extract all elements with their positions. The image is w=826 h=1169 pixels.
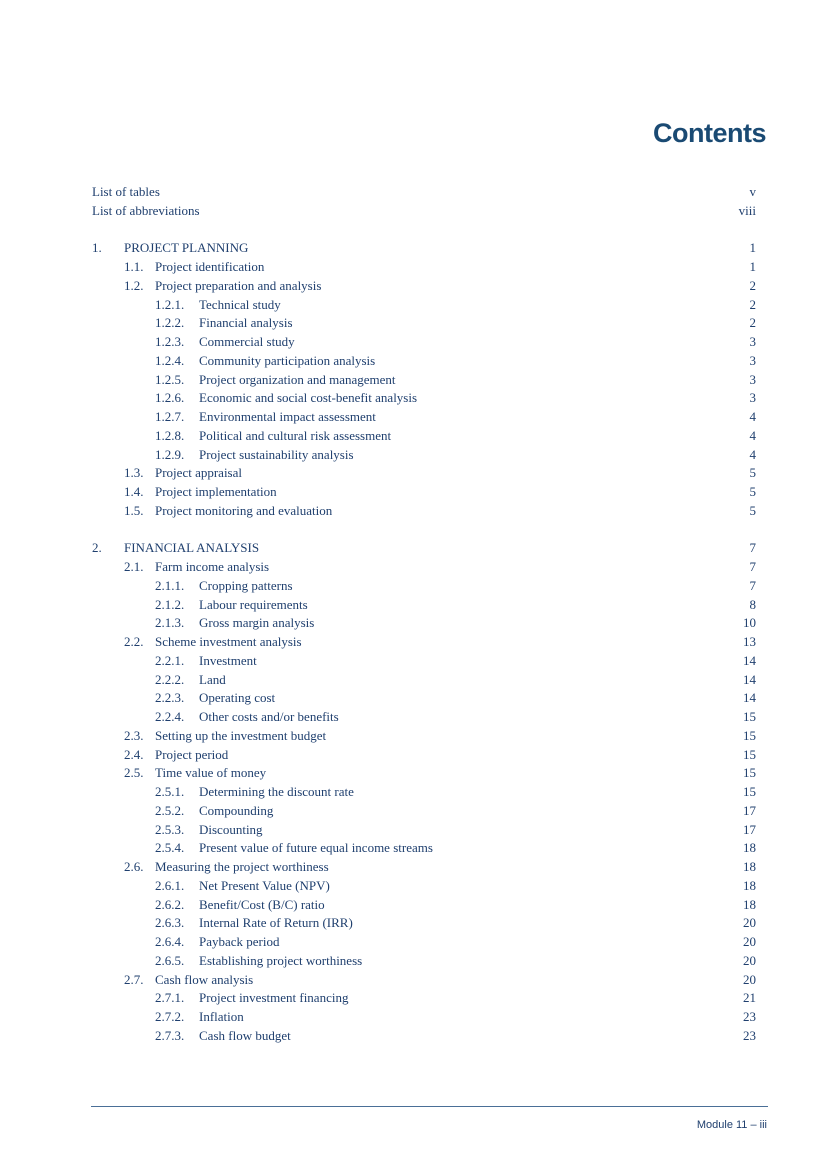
table-of-contents [92, 183, 756, 1046]
toc-entry[interactable] [92, 614, 756, 633]
toc-entry[interactable] [92, 371, 756, 390]
toc-entry[interactable] [92, 933, 756, 952]
toc-entry[interactable] [92, 427, 756, 446]
toc-entry[interactable] [92, 239, 756, 258]
toc-entry-number: 2.7.3. [155, 1027, 185, 1043]
toc-entry[interactable] [92, 821, 756, 840]
toc-entry-label: Internal Rate of Return (IRR) [199, 915, 353, 931]
toc-entry-label: Project organization and management [199, 371, 396, 387]
toc-entry-label: Financial analysis [199, 315, 293, 331]
toc-entry-label: Cash flow analysis [155, 971, 254, 987]
toc-entry[interactable] [92, 802, 756, 821]
toc-entry[interactable] [92, 727, 756, 746]
toc-entry-page-number: 17 [743, 802, 756, 818]
toc-entry[interactable] [92, 596, 756, 615]
toc-entry-page-number: 20 [743, 915, 756, 931]
toc-entry-page-number: 3 [749, 371, 756, 387]
toc-entry[interactable] [92, 258, 756, 277]
toc-entry-page-number: 21 [743, 990, 756, 1006]
toc-entry-number: 2.3. [124, 727, 144, 743]
toc-entry-page-number: 20 [743, 952, 756, 968]
toc-entry[interactable] [92, 839, 756, 858]
toc-entry-number: 1.2.2. [155, 315, 185, 331]
toc-entry-number: 1.2.9. [155, 446, 185, 462]
toc-entry-number: 1.2.1. [155, 296, 185, 312]
toc-entry-number: 2.2.4. [155, 709, 185, 724]
toc-entry-page-number: 10 [743, 615, 756, 631]
toc-entry-number: 1.2.6. [155, 390, 185, 406]
toc-entry-page-number: 14 [743, 652, 756, 668]
toc-entry[interactable] [92, 502, 756, 521]
toc-entry-number: 2.1.2. [155, 596, 185, 612]
toc-entry-label: Operating cost [199, 690, 276, 706]
toc-entry-number: 2.2.1. [155, 652, 185, 668]
toc-entry-page-number: 15 [743, 784, 756, 799]
toc-entry[interactable] [92, 558, 756, 577]
toc-entry-page-number: 7 [749, 559, 756, 574]
toc-entry-label: Net Present Value (NPV) [199, 877, 330, 893]
toc-entry-page-number: 18 [743, 877, 756, 893]
toc-entry-label: Project preparation and analysis [155, 277, 322, 293]
toc-entry-number: 1. [92, 240, 102, 256]
toc-entry-number: 2. [92, 540, 102, 556]
toc-entry-label: Discounting [199, 821, 263, 837]
toc-entry-label: Economic and social cost-benefit analysis [199, 390, 418, 406]
toc-entry-number: 2.6.5. [155, 952, 185, 968]
toc-entry-label: Time value of money [155, 765, 267, 781]
toc-entry-label: Technical study [199, 296, 281, 312]
toc-entry-page-number: 23 [743, 1027, 756, 1043]
toc-entry-label: Commercial study [199, 334, 295, 349]
toc-entry-page-number: 18 [743, 896, 756, 912]
toc-entry[interactable] [92, 1008, 756, 1027]
toc-entry-page-number: 5 [749, 484, 756, 499]
toc-entry-label: Setting up the investment budget [155, 727, 327, 743]
toc-entry-label: Establishing project worthiness [199, 952, 363, 968]
toc-entry-number: 1.4. [124, 484, 144, 499]
toc-entry-number: 2.5.1. [155, 784, 185, 799]
toc-entry-number: 2.5. [124, 765, 144, 781]
toc-entry-label: Project sustainability analysis [199, 446, 354, 462]
toc-entry-number: 2.1.3. [155, 615, 185, 631]
toc-entry-page-number: 4 [749, 446, 756, 462]
toc-entry-page-number: 15 [743, 709, 756, 724]
toc-entry-page-number: 2 [749, 277, 756, 293]
toc-entry-label: Community participation analysis [199, 352, 376, 368]
toc-entry-page-number: 17 [743, 821, 756, 837]
toc-entry-number: 1.1. [124, 259, 144, 274]
toc-entry[interactable] [92, 183, 756, 202]
toc-entry-label: Project identification [155, 259, 265, 274]
footer-divider [91, 1106, 768, 1107]
toc-entry-label: Labour requirements [199, 596, 308, 612]
toc-entry-label: Political and cultural risk assessment [199, 427, 392, 443]
toc-entry-number: 2.5.3. [155, 821, 185, 837]
toc-entry-number: 1.5. [124, 502, 144, 518]
toc-entry-number: 1.2.4. [155, 352, 185, 368]
toc-entry-label: Farm income analysis [155, 559, 270, 574]
toc-entry-number: 2.4. [124, 746, 144, 762]
toc-entry-number: 1.2.5. [155, 371, 185, 387]
toc-entry-page-number: 18 [743, 840, 756, 856]
toc-entry-page-number: 13 [743, 634, 756, 649]
footer-page-label: Module 11 – iii [696, 1119, 767, 1131]
toc-entry[interactable] [92, 989, 756, 1008]
toc-entry[interactable] [92, 577, 756, 596]
toc-entry-label: Determining the discount rate [199, 784, 354, 799]
toc-entry[interactable] [92, 389, 756, 408]
toc-entry-number: 2.7.2. [155, 1009, 185, 1024]
toc-entry-label: Compounding [199, 802, 274, 818]
toc-entry[interactable] [92, 464, 756, 483]
toc-entry[interactable] [92, 446, 756, 465]
toc-entry-label: Measuring the project worthiness [155, 859, 329, 874]
toc-entry-page-number: 20 [743, 934, 756, 949]
toc-entry[interactable] [92, 971, 756, 990]
toc-entry-page-number: 15 [743, 727, 756, 743]
toc-entry-label: Project monitoring and evaluation [155, 502, 333, 518]
toc-entry-page-number: 2 [749, 315, 756, 331]
toc-entry-number: 1.2.7. [155, 409, 185, 424]
toc-entry[interactable] [92, 652, 756, 671]
toc-entry-label: Present value of future equal income streams [199, 840, 433, 856]
toc-entry[interactable] [92, 314, 756, 333]
toc-entry[interactable] [92, 333, 756, 352]
toc-entry-number: 2.6.2. [155, 896, 185, 912]
toc-entry-label: Other costs and/or benefits [199, 709, 339, 724]
toc-entry[interactable] [92, 896, 756, 915]
toc-entry-label: Project appraisal [155, 465, 242, 481]
toc-entry[interactable] [92, 858, 756, 877]
toc-entry[interactable] [92, 483, 756, 502]
toc-entry-page-number: v [749, 184, 756, 199]
toc-entry-number: 1.2. [124, 277, 144, 293]
toc-entry[interactable] [92, 746, 756, 765]
toc-entry-page-number: 7 [749, 577, 756, 593]
toc-entry-label: Gross margin analysis [199, 615, 315, 631]
toc-entry[interactable] [92, 783, 756, 802]
toc-entry-number: 2.2.3. [155, 690, 185, 706]
toc-entry-page-number: 18 [743, 859, 756, 874]
toc-entry[interactable] [92, 952, 756, 971]
toc-entry-label: Inflation [199, 1009, 244, 1024]
toc-entry[interactable] [92, 914, 756, 933]
toc-entry-page-number: 15 [743, 746, 756, 762]
toc-entry-label: Benefit/Cost (B/C) ratio [199, 896, 325, 912]
toc-entry[interactable] [92, 633, 756, 652]
toc-entry-page-number: 14 [743, 671, 756, 687]
toc-entry-page-number: 3 [749, 352, 756, 368]
toc-entry-number: 2.6.4. [155, 934, 185, 949]
toc-entry-number: 1.2.8. [155, 427, 185, 443]
toc-entry[interactable] [92, 408, 756, 427]
toc-entry-page-number: 5 [749, 465, 756, 481]
toc-entry[interactable] [92, 352, 756, 371]
toc-entry-number: 2.5.4. [155, 840, 185, 856]
toc-entry-page-number: 3 [749, 334, 756, 349]
toc-entry-page-number: 2 [749, 296, 756, 312]
toc-entry-label: Investment [199, 652, 257, 668]
toc-entry-label: Project investment financing [199, 990, 349, 1006]
toc-entry-page-number: 3 [749, 390, 756, 406]
toc-entry[interactable] [92, 277, 756, 296]
toc-entry-number: 2.1. [124, 559, 144, 574]
toc-entry-number: 2.6. [124, 859, 144, 874]
toc-entry-label: Cash flow budget [199, 1027, 291, 1043]
toc-entry-label: Project implementation [155, 484, 277, 499]
toc-entry[interactable] [92, 671, 756, 690]
toc-entry-label: Environmental impact assessment [199, 409, 376, 424]
toc-entry-label: Scheme investment analysis [155, 634, 302, 649]
toc-entry-number: 2.6.1. [155, 877, 185, 893]
toc-entry-page-number: 23 [743, 1009, 756, 1024]
toc-entry-number: 2.6.3. [155, 915, 185, 931]
toc-entry-page-number: 4 [749, 409, 756, 424]
toc-entry-label: Land [199, 671, 226, 687]
toc-entry-page-number: viii [738, 202, 756, 218]
toc-entry-page-number: 1 [749, 259, 756, 274]
toc-entry-page-number: 4 [749, 427, 756, 443]
toc-entry[interactable] [92, 539, 756, 558]
toc-entry-number: 2.2. [124, 634, 144, 649]
toc-entry-page-number: 8 [749, 596, 756, 612]
toc-entry-number: 2.2.2. [155, 671, 185, 687]
toc-entry[interactable] [92, 1027, 756, 1046]
toc-entry[interactable] [92, 296, 756, 315]
toc-entry-number: 2.5.2. [155, 802, 185, 818]
toc-entry[interactable] [92, 689, 756, 708]
toc-entry[interactable] [92, 877, 756, 896]
toc-entry-label: PROJECT PLANNING [124, 240, 249, 256]
toc-entry-label: List of tables [92, 184, 160, 199]
toc-entry[interactable] [92, 708, 756, 727]
toc-entry-number: 2.7.1. [155, 990, 185, 1006]
toc-entry-page-number: 20 [743, 971, 756, 987]
toc-entry-page-number: 7 [749, 540, 756, 556]
toc-entry-number: 2.7. [124, 971, 144, 987]
toc-entry-number: 2.1.1. [155, 577, 185, 593]
toc-entry-number: 1.2.3. [155, 334, 185, 349]
toc-entry[interactable] [92, 202, 756, 221]
toc-entry-page-number: 1 [749, 240, 756, 256]
toc-entry-label: FINANCIAL ANALYSIS [124, 540, 260, 556]
toc-entry[interactable] [92, 764, 756, 783]
toc-entry-label: List of abbreviations [92, 202, 200, 218]
toc-entry-label: Project period [155, 746, 229, 762]
page-title: Contents [653, 118, 766, 148]
toc-entry-page-number: 14 [743, 690, 756, 706]
toc-entry-page-number: 15 [743, 765, 756, 781]
toc-entry-page-number: 5 [749, 502, 756, 518]
toc-entry-number: 1.3. [124, 465, 144, 481]
toc-entry-label: Cropping patterns [199, 577, 293, 593]
toc-entry-label: Payback period [199, 934, 280, 949]
